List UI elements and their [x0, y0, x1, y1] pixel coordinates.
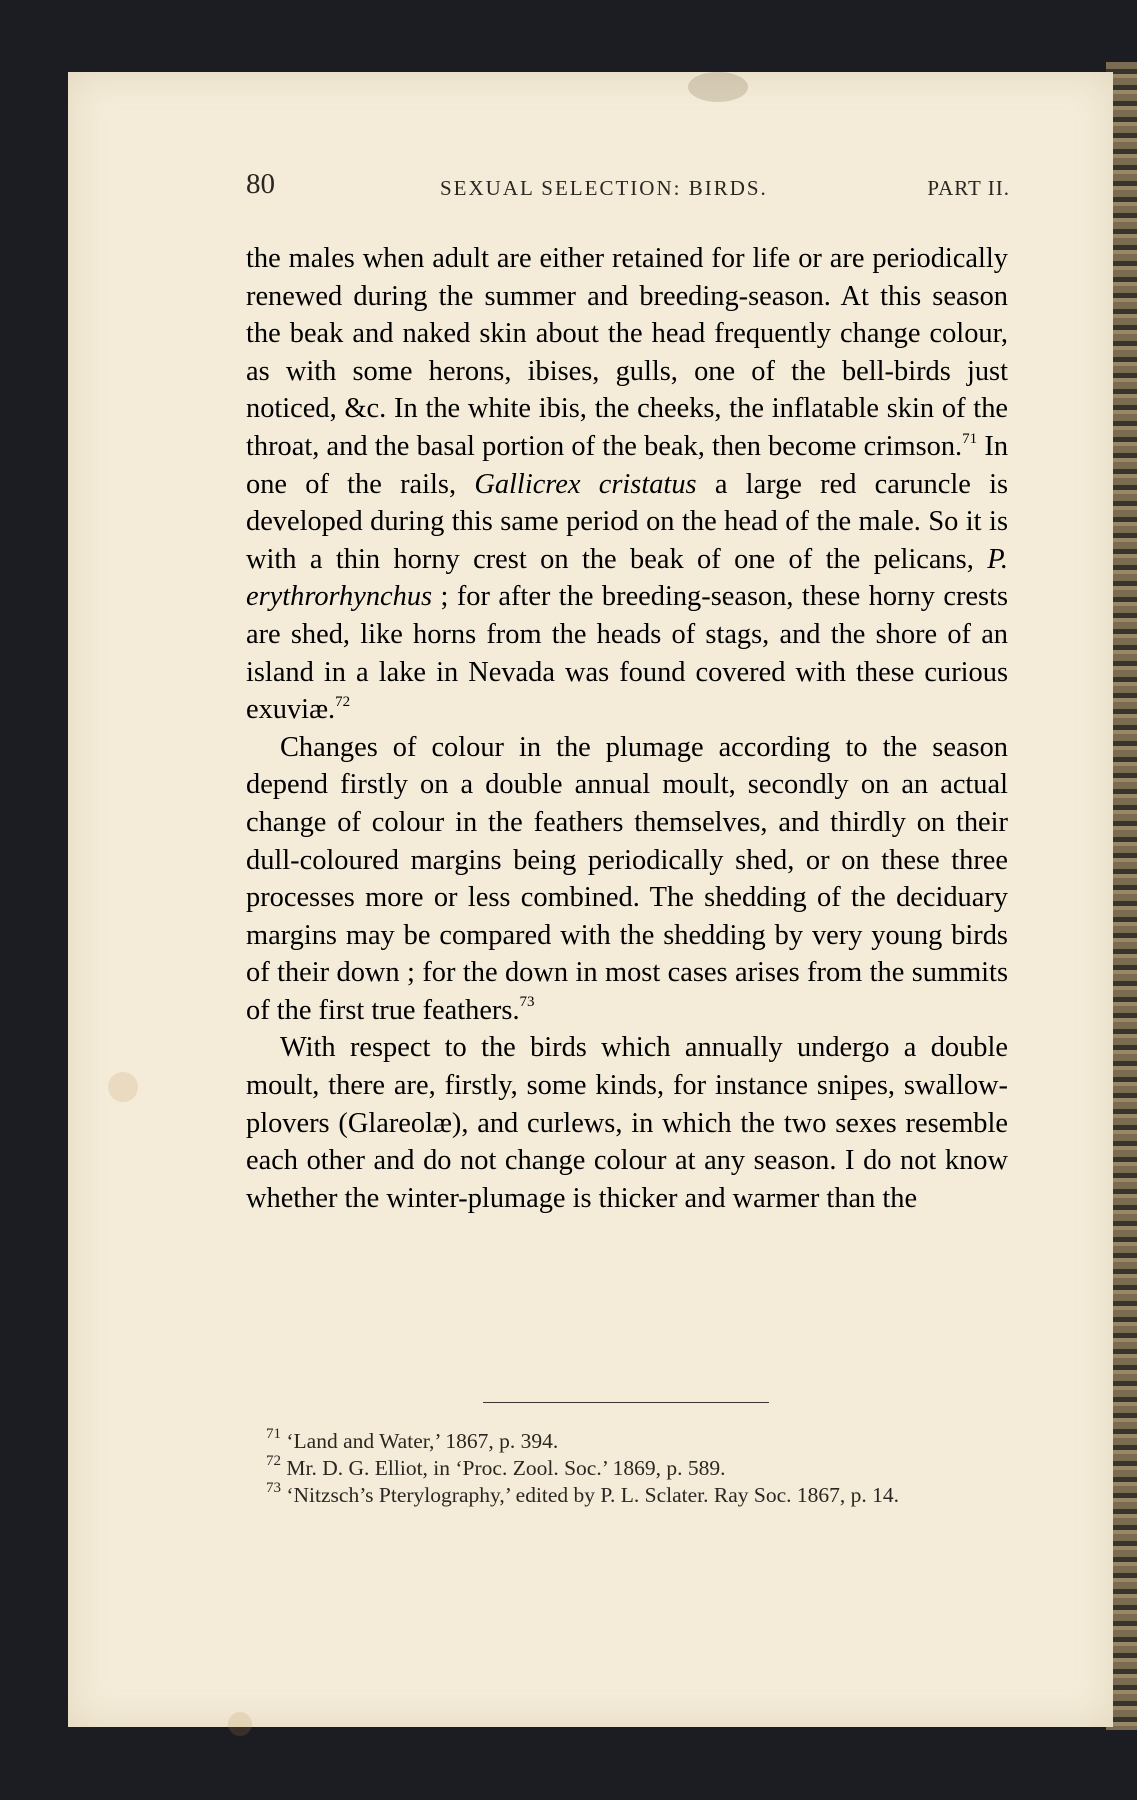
- body-text: [246, 240, 1008, 1217]
- footnote-text: Mr. D. G. Elliot, in ‘Proc. Zool. Soc.’ 1869, p. 589.: [281, 1456, 726, 1480]
- page-number: 80: [246, 168, 275, 200]
- footnote-rule: [483, 1402, 769, 1403]
- italic-term: P. erythrorhynchus: [246, 543, 1008, 613]
- italic-term: Gallicrex cristatus: [474, 468, 697, 500]
- text-run: In one of the rails,: [246, 430, 1009, 500]
- footnote-reference: 71: [962, 430, 978, 447]
- footnote-reference: 73: [519, 994, 535, 1011]
- footnote: [246, 1452, 1008, 1482]
- part-label: PART II.: [927, 176, 1010, 200]
- footnote: [246, 1479, 1008, 1509]
- text-run: With respect to the birds which annually undergo a double moult, there are, firstly, some kinds, for instance snipes, swallow-plovers (Glareolæ), and curlews, in which the two sexes resemble each other and do not change colour at any season. I do not know whether the winter-plumage is thicker and warmer than the: [246, 1032, 1008, 1214]
- running-title: SEXUAL SELECTION: BIRDS.: [440, 176, 768, 200]
- footnote-text: ‘Land and Water,’ 1867, p. 394.: [281, 1429, 559, 1453]
- foxing-stain: [688, 72, 748, 102]
- page-content: [178, 168, 1010, 216]
- body-paragraph: [246, 240, 1008, 729]
- footnote-reference: 72: [335, 693, 351, 710]
- footnote-number: 72: [266, 1452, 281, 1469]
- text-run: the males when adult are either retained for life or are periodically renewed during the summer and breeding-season. At this season the beak and naked skin about the head frequently change colour, as with some herons, ibises, gulls, one of the bell-birds just noticed, &c. In the white ibis, the cheeks, the inflatable skin of the throat, and the basal portion of the beak, then become crimson.: [246, 243, 1008, 462]
- text-run: ; for after the breeding-season, these horny crests are shed, like horns from the heads of stags, and the shore of an island in a lake in Nevada was found covered with these curious exuviæ.: [246, 581, 1008, 726]
- footnote: [246, 1425, 1008, 1455]
- text-run: Changes of colour in the plumage according to the season depend firstly on a double annual moult, secondly on an actual change of colour in the feathers themselves, and thirdly on their dull-coloured margins being periodically shed, or on these three processes more or less combined. The shedding of the deciduary margins may be compared with the shedding by very young birds of their down ; for the down in most cases arises from the summits of the first true feathers.: [246, 731, 1008, 1026]
- body-paragraph: [246, 1029, 1008, 1217]
- footnote-number: 73: [266, 1479, 281, 1496]
- body-paragraph: [246, 729, 1008, 1030]
- foxing-stain: [108, 1072, 138, 1102]
- footnotes: [246, 1425, 1008, 1509]
- page-header: [178, 168, 1010, 216]
- footnote-text: ‘Nitzsch’s Pterylography,’ edited by P. L. Sclater. Ray Soc. 1867, p. 14.: [281, 1483, 900, 1507]
- footnote-number: 71: [266, 1425, 281, 1442]
- foxing-stain: [228, 1712, 252, 1736]
- text-run: a large red caruncle is developed during this same period on the head of the male. So it is with a thin horny crest on the beak of one of the pelicans,: [246, 468, 1008, 575]
